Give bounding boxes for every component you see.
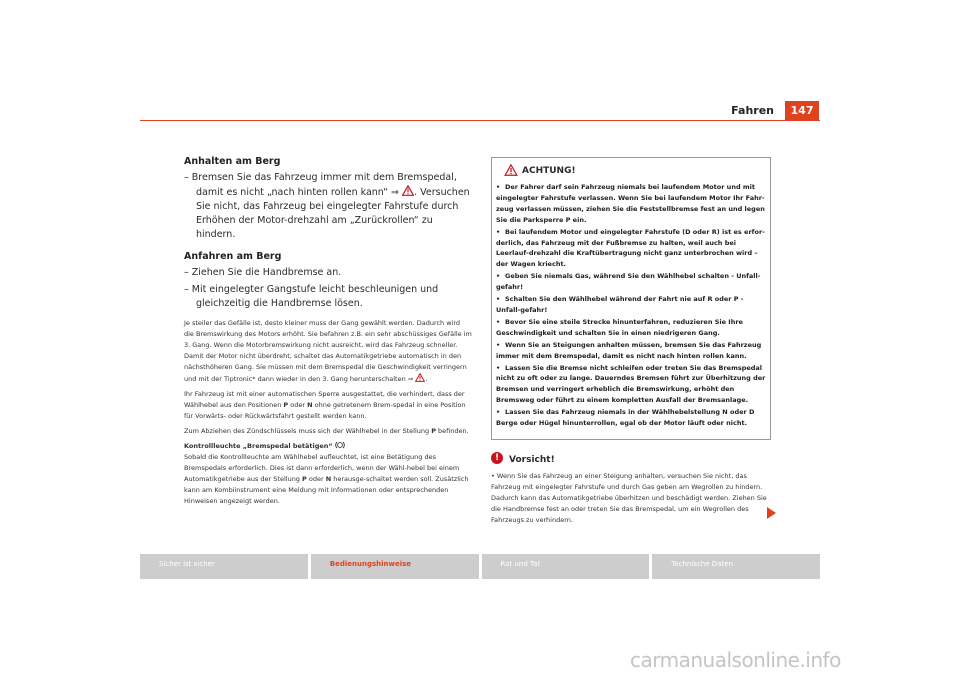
warning-header (492, 158, 770, 180)
paragraph-sperre: Ihr Fahrzeug ist mit einer automatischen Sperre ausgestattet, die verhindert, dass der Wählhebel aus den Positionen P oder N ohne getretenem Brem-spedal in eine Position für Vorwärts- oder Rückwärtsfahrt gestellt werden kann. (184, 390, 466, 420)
left-column (184, 156, 472, 511)
kontrollleuchte-heading: Kontrollleuchte „Bremspedal betätigen“ (184, 442, 333, 450)
paragraph-zuendschluessel: Zum Abziehen des Zündschlüssels muss sich der Wählhebel in der Stellung P befinden. (184, 427, 469, 435)
warning-bullet: • Lassen Sie die Bremse nicht schleifen oder treten Sie das Bremspedal nicht zu oft oder zu lange. Dauerndes Bremsen führt zur Überhitzung der Bremsen und verringert erheblich die Bremswirkung, erhöht den Bremsweg oder führt zu einem kompletten Ausfall der Bremsanlage. (496, 363, 766, 405)
exclamation-icon: ! (491, 452, 503, 464)
step-text-cont: . Versuchen Sie nicht, das Fahrzeug bei eingelegter Fahrstufe durch Erhöhen der Motor-drehzahl am „Zurückrollen“ zu hindern. (196, 187, 470, 240)
step-item: – Mit eingelegter Gangstufe leicht beschleunigen und gleichzeitig die Handbremse lösen. (184, 284, 439, 309)
bullet-icon: • (496, 340, 501, 349)
warning-bullet: • Der Fahrer darf sein Fahrzeug niemals bei laufendem Motor und mit eingelegter Fahrstufe verlassen. Wenn Sie bei laufendem Motor Ihr Fahr-zeug verlassen müssen, ziehen Sie die Feststellbremse fest an und legen Sie die Parksperre P ein. (496, 183, 765, 224)
warning-bullet: • Bevor Sie eine steile Strecke hinunterfahren, reduzieren Sie Ihre Geschwindigkeit und schalten Sie in einen niedrigeren Gang. (496, 317, 743, 337)
footer-tab-rat[interactable]: Rat und Tat (482, 554, 650, 579)
paragraph-betaetigung: Sobald die Kontrollleuchte am Wählhebel aufleuchtet, ist eine Betätigung des Bremspedals erforderlich. Dies ist dann erforderlich, wenn der Wähl-hebel bei einem Automatikgetriebe aus der Stellung P oder N herausge-schaltet werden soll. Zusätzlich kann am Kombiinstrument eine Meldung mit Informationen oder entsprechenden Hinweisen angezeigt werden. (184, 453, 469, 505)
paragraph-gefaelle: Je steiler das Gefälle ist, desto kleiner muss der Gang gewählt werden. Dadurch wird die Bremswirkung des Motors erhöht. Sie befahren z.B. ein sehr abschüssiges Gefälle im 3. Gang. Wenn die Motorbremswirkung nicht ausreicht, wird das Fahrzeug schneller. Damit der Motor nicht überdreht, schaltet das Automatikgetriebe automatisch in den nächsthöheren Gang. Sie müssen mit dem Bremspedal die Geschwindigkeit verringern und mit der Tiptronic* dann wieder in den 3. Gang herunterschalten ⇒ . (184, 319, 472, 383)
warning-bullet: • Bei laufendem Motor und eingelegter Fahrstufe (D oder R) ist es erfor-derlich, das Fahrzeug mit der Fußbremse zu halten, weil auch bei Leerlauf-drehzahl die Kraftübertragung nicht ganz unterbrochen wird – der Wagen kriecht. (496, 227, 765, 269)
bullet-icon: • (496, 408, 501, 417)
warning-bullet: • Geben Sie niemals Gas, während Sie den Wählhebel schalten - Unfall-gefahr! (496, 272, 761, 292)
warning-triangle-icon[interactable] (402, 185, 414, 196)
caution-box (491, 452, 771, 526)
step-item: – Ziehen Sie die Handbremse an. (184, 267, 342, 278)
bullet-icon: • (496, 363, 501, 372)
warning-list (492, 182, 770, 429)
heading-anfahren: Anfahren am Berg (184, 251, 282, 262)
heading-anhalten: Anhalten am Berg (184, 156, 281, 167)
bullet-icon: • (491, 472, 495, 480)
footer-tab-bedienung[interactable]: Bedienungshinweise (311, 554, 479, 579)
brake-light-icon (335, 441, 345, 449)
caution-text: • Wenn Sie das Fahrzeug an einer Steigung anhalten, versuchen Sie nicht, das Fahrzeug mit eingelegter Fahrstufe und durch Gas geben am Wegrollen zu hindern. Dadurch kann das Automatikgetriebe überhitzen und beschädigt werden. Ziehen Sie die Handbremse fest an oder treten Sie das Bremspedal, um ein Wegrollen des Fahrzeugs zu verhindern. (491, 472, 767, 524)
watermark: carmanualsonline.info (630, 648, 841, 672)
header-divider (140, 120, 820, 121)
warning-bullet: • Schalten Sie den Wählhebel während der Fahrt nie auf R oder P - Unfall-gefahr! (496, 295, 744, 314)
warning-bullet: • Wenn Sie an Steigungen anhalten müssen, bremsen Sie das Fahrzeug immer mit dem Bremspedal, damit es nicht nach hinten rollen kann. (496, 340, 762, 360)
bullet-icon: • (496, 272, 501, 281)
paragraph-kontrollleuchte (184, 441, 472, 452)
warning-title: ACHTUNG! (522, 166, 576, 176)
warning-triangle-icon[interactable] (415, 373, 425, 382)
step-item (184, 171, 472, 242)
next-page-arrow-icon[interactable] (767, 507, 776, 519)
caution-header (491, 452, 771, 468)
warning-triangle-icon (504, 164, 518, 176)
caution-title: Vorsicht! (509, 455, 555, 465)
footer-tab-technik[interactable]: Technische Daten (652, 554, 820, 579)
bullet-icon: • (496, 295, 501, 304)
bullet-icon: • (496, 227, 501, 236)
step-text: – Bremsen Sie das Fahrzeug immer mit dem Bremspedal, damit es nicht „nach hinten rollen kann“ ⇒ (184, 172, 457, 198)
bullet-icon: • (496, 183, 501, 191)
warning-box (491, 157, 771, 440)
bullet-icon: • (496, 317, 501, 326)
chapter-title: Fahren (731, 104, 774, 117)
page-number: 147 (785, 101, 819, 120)
footer-tab-sicher[interactable]: Sicher ist sicher (140, 554, 308, 579)
warning-bullet: • Lassen Sie das Fahrzeug niemals in der Wählhebelstellung N oder D Berge oder Hügel hinunterrollen, egal ob der Motor läuft oder nicht. (496, 408, 755, 428)
footer-nav (140, 554, 820, 579)
